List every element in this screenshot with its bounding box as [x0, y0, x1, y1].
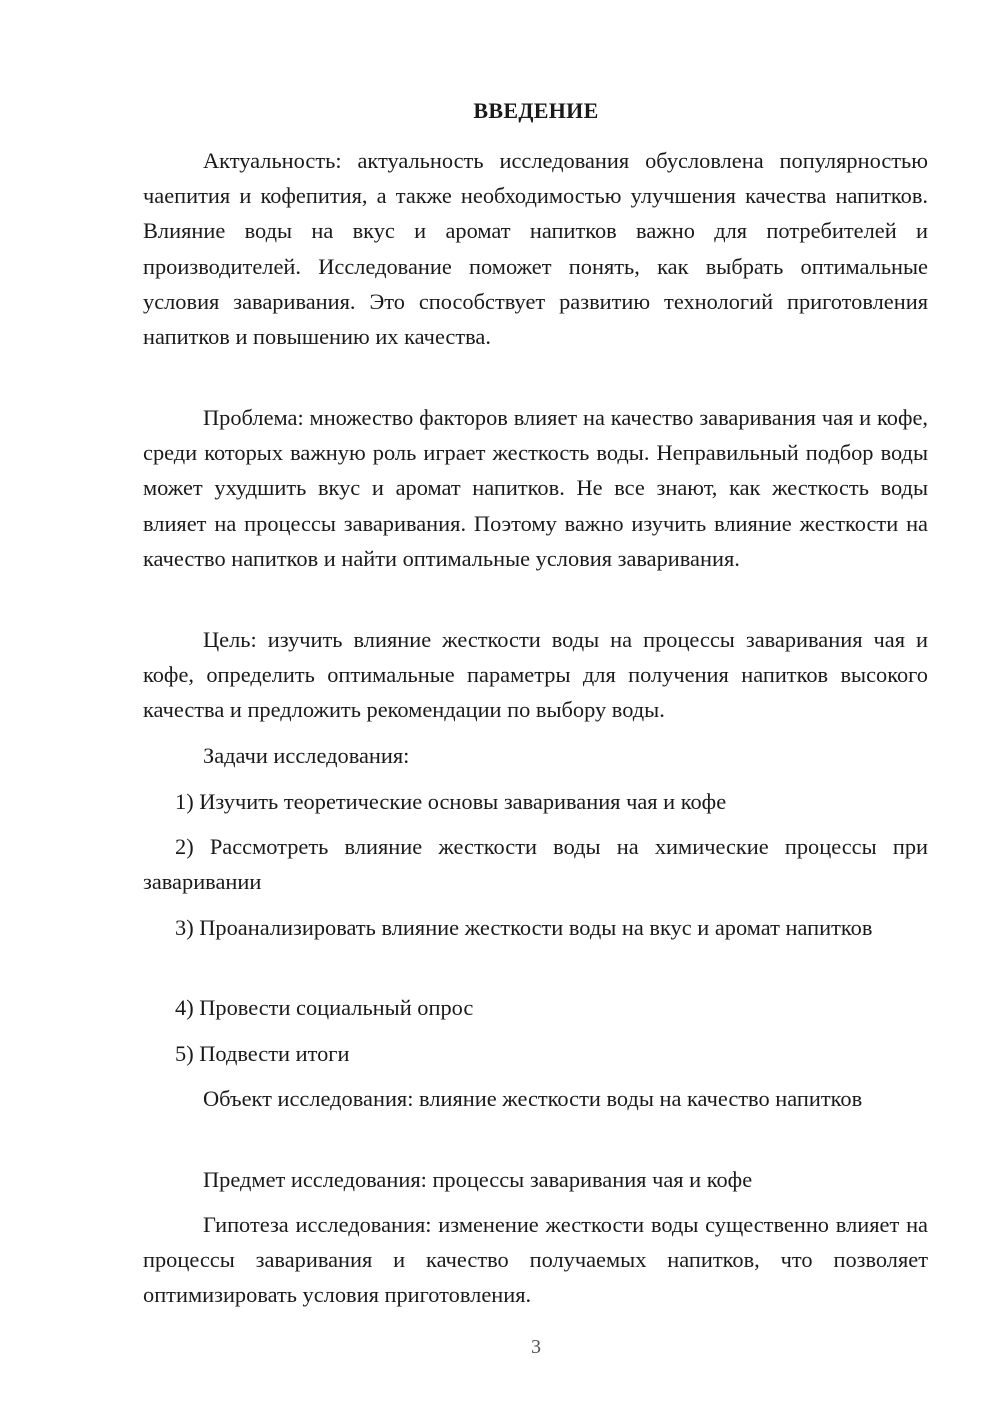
task-item-5: 5) Подвести итоги [175, 1041, 350, 1066]
task-item-4: 4) Провести социальный опрос [175, 995, 474, 1020]
object-paragraph: Объект исследования: влияние жесткости воды на качество напитков [203, 1086, 863, 1111]
tasks-heading: Задачи исследования: [203, 743, 410, 768]
problem-paragraph: Проблема: множество факторов влияет на качество заваривания чая и кофе, среди которых важную роль играет жесткость воды. Неправильный подбор воды может ухудшить вкус и аромат напитков. Не все знают, как жесткость воды влияет на процессы заваривания. Поэтому важно изучить влияние жесткости на качество напитков и найти оптимальные условия заваривания. [143, 405, 928, 571]
task-item-3: 3) Проанализировать влияние жесткости воды на вкус и аромат напитков [175, 915, 873, 940]
task-item-1: 1) Изучить теоретические основы заваривания чая и кофе [175, 789, 727, 814]
hypothesis-paragraph: Гипотеза исследования: изменение жесткости воды существенно влияет на процессы заваривания и качество получаемых напитков, что позволяет оптимизировать условия приготовления. [143, 1212, 928, 1308]
relevance-paragraph: Актуальность: актуальность исследования обусловлена популярностью чаепития и кофепития, а также необходимостью улучшения качества напитков. Влияние воды на вкус и аромат напитков важно для потребителей и производителей. Исследование поможет понять, как выбрать оптимальные условия заваривания. Это способствует развитию технологий приготовления напитков и повышению их качества. [143, 148, 928, 350]
page-number: 3 [531, 1336, 541, 1358]
subject-paragraph: Предмет исследования: процессы заваривания чая и кофе [203, 1167, 753, 1192]
page-title: ВВЕДЕНИЕ [473, 98, 599, 123]
goal-paragraph: Цель: изучить влияние жесткости воды на процессы заваривания чая и кофе, определить оптимальные параметры для получения напитков высокого качества и предложить рекомендации по выбору воды. [143, 627, 928, 723]
task-item-2: 2) Рассмотреть влияние жесткости воды на химические процессы при заваривании [143, 834, 928, 895]
